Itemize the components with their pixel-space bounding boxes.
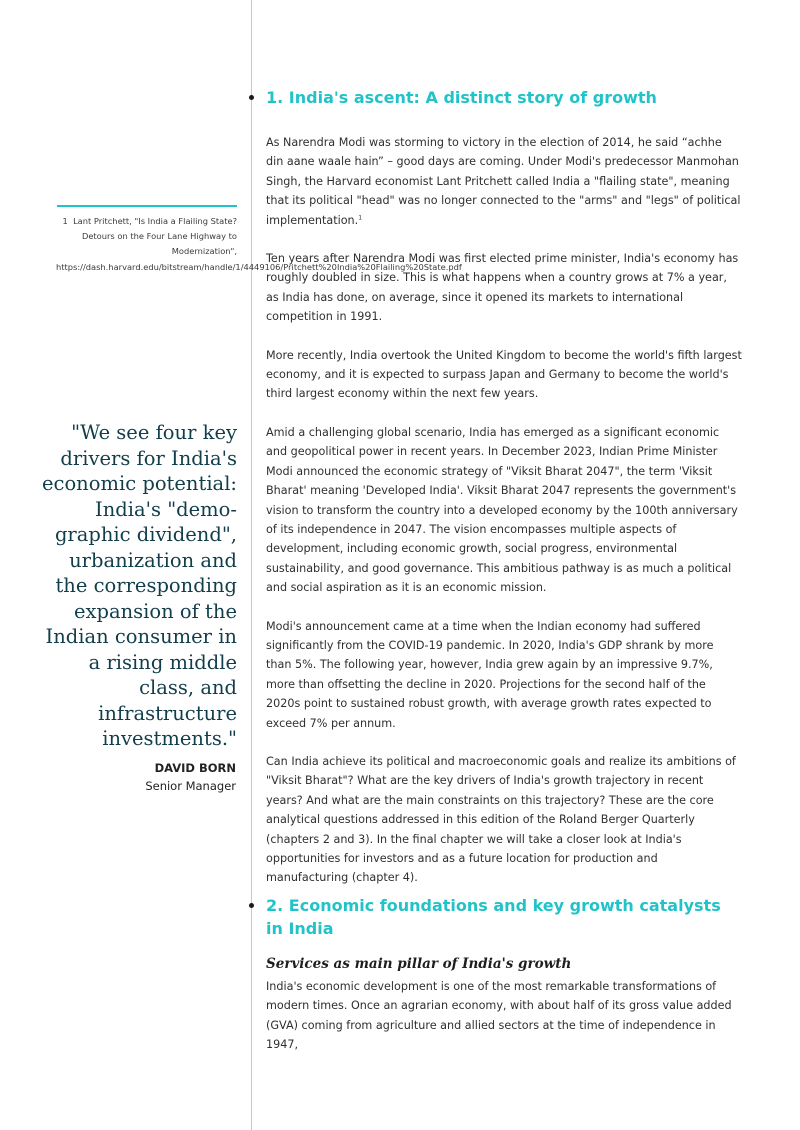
paragraph: More recently, India overtook the United Kingdom to become the world's fifth largest economy, and it is expected to surpass Japan and Germany to become the world's third largest economy within the next few years. — [266, 348, 742, 401]
paragraph: Can India achieve its political and macroeconomic goals and realize its ambitions of "Viksit Bharat"? What are the key drivers of India's growth trajectory in recent years? And what are the main constraints on this trajectory? These are the core analytical questions addressed in this edition of the Roland Berger Quarterly (chapters 2 and 3). In the final chapter we will take a closer look at India's opportunities for investors and as a future location for production and manufacturing (chapter 4). — [266, 754, 736, 885]
paragraph: Modi's announcement came at a time when the Indian economy had suffered significantly from the COVID-19 pandemic. In 2020, India's GDP shrank by more than 5%. The following year, however, India grew again by an impressive 9.7%, more than offsetting the decline in 2020. Projections for the second half of the 2020s point to sustained robust growth, with average growth rates expected to exceed 7% per annum. — [266, 619, 714, 730]
footnote-ref[interactable]: 1 — [358, 213, 363, 221]
footnote-rule — [57, 205, 237, 207]
section-2-body — [266, 977, 742, 1055]
paragraph: As Narendra Modi was storming to victory in the election of 2014, he said “achhe din aane waale hain” – good days are coming. Under Modi's predecessor Manmohan Singh, the Harvard economist Lant Pritchett called India a "flailing state", meaning that its political "head" was no longer connected to the "arms" and "legs" of political implementation.$^1$ — [266, 136, 741, 227]
paragraph: Amid a challenging global scenario, India has emerged as a significant economic and geopolitical power in recent years. In December 2023, Indian Prime Minister Modi announced the economic strategy of "Viksit Bharat 2047", the term 'Viksit Bharat' meaning 'Developed India'. Viksit Bharat 2047 represents the government's vision to transform the country into a developed economy by the 100th anniversary of its independence in 2047. The vision encompasses multiple aspects of development, including economic growth, social progress, environmental sustainability, and good governance. This ambitious pathway is as much a political and social aspiration as it is an economic mission. — [266, 425, 738, 595]
section-1-heading: 1. India's ascent: A distinct story of growth — [266, 88, 657, 107]
section-bullet — [249, 95, 254, 100]
paragraph: India's economic development is one of the most remarkable transformations of modern times. Once an agrarian economy, with about half of its gross value added (GVA) coming from agriculture and allied sectors at the time of independence in 1947, — [266, 980, 732, 1052]
footnote: 1 Lant Pritchett, "Is India a Flailing State? Detours on the Four Lane Highway to Modernization", https://dash.harvard.edu/bitstream/handle/1/4449106/Pritchett%20India%20Flailing%20State.pdf — [56, 216, 462, 272]
author-name: DAVID BORN — [154, 761, 236, 775]
column-divider — [251, 0, 252, 1130]
section-1-body — [266, 133, 742, 888]
section-bullet — [249, 903, 254, 908]
pull-quote: "We see four key drivers for India's economic potential: India's "demo-graphic dividend", urbanization and the corresponding expansion of the Indian consumer in a rising middle class, and infrastructure investments." — [41, 421, 237, 750]
paragraph: Ten years after Narendra Modi was first elected prime minister, India's economy has roughly doubled in size. This is what happens when a country grows at 7% a year, as India has done, on average, since it opened its markets to international competition in 1991. — [266, 252, 739, 324]
section-2-subheading: Services as main pillar of India's growth — [266, 956, 572, 972]
footnote-text: Lant Pritchett, "Is India a Flailing State? Detours on the Four Lane Highway to Modernization", https://dash.harvard.edu/bitstream/handle/1/4449106/Pritchett%20India%20Flailing%20State.pdf — [56, 216, 462, 272]
author-title: Senior Manager — [145, 779, 236, 793]
quote-author — [40, 759, 236, 795]
section-2-heading: 2. Economic foundations and key growth catalysts in India — [266, 896, 721, 938]
